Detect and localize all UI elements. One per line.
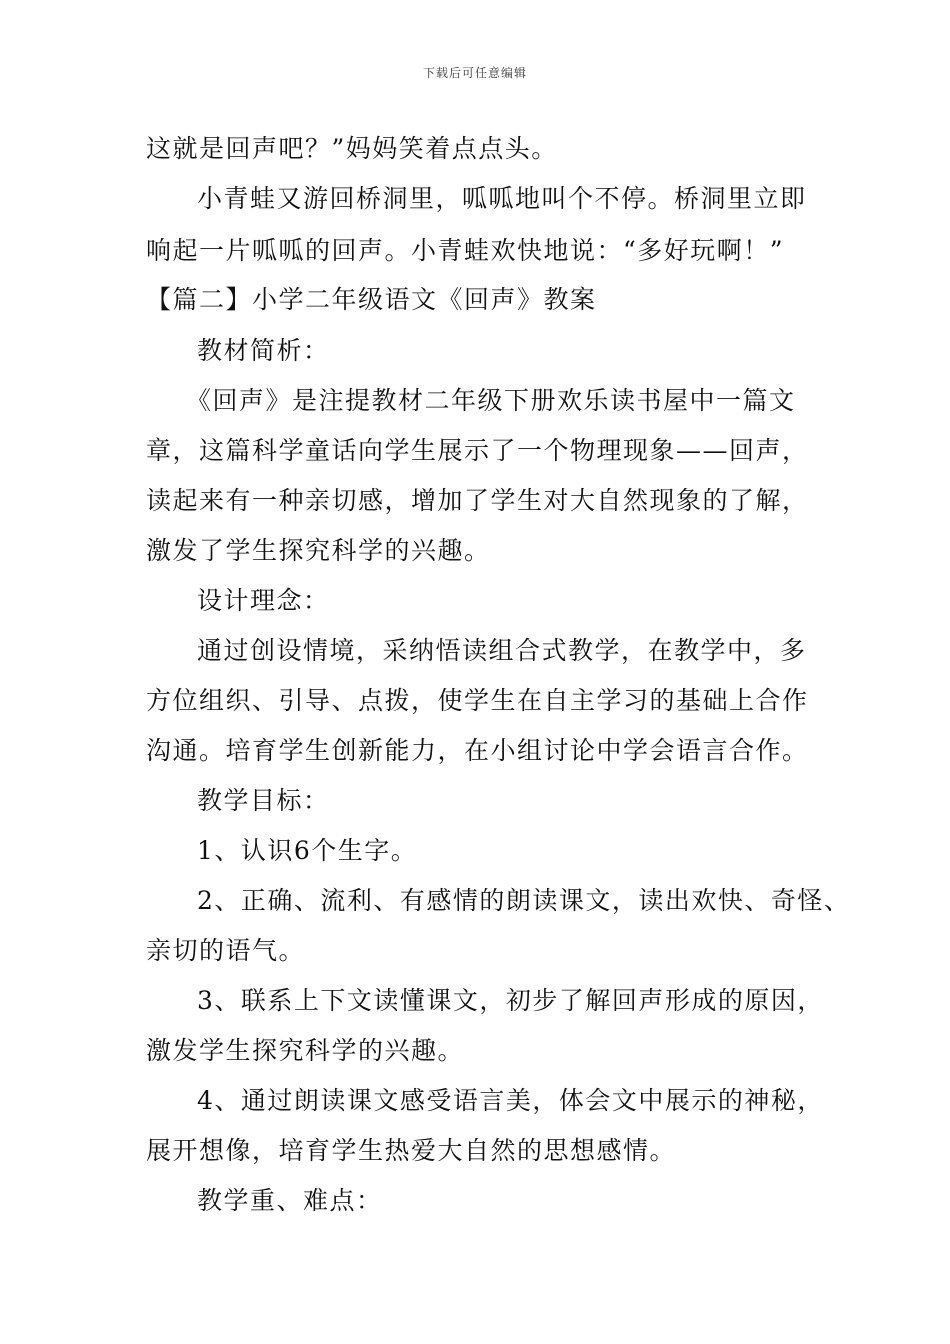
subheading: 教学重、难点： [197,1186,383,1215]
text-line: 《回声》是注提教材二年级下册欢乐读书屋中一篇文 [186,386,796,415]
list-item: 1、认识6个生字。 [197,836,418,865]
subheading: 教材简析： [197,336,330,365]
text-line: 沟通。培育学生创新能力，在小组讨论中学会语言合作。 [146,736,809,765]
text-line: 展开想像，培育学生热爱大自然的思想感情。 [146,1136,677,1165]
text-line: 激发了学生探究科学的兴趣。 [146,536,491,565]
text-line: 通过创设情境，采纳悟读组合式教学，在教学中，多 [197,636,807,665]
text-line: 小青蛙又游回桥洞里，呱呱地叫个不停。桥洞里立即 [197,184,807,213]
subheading: 设计理念： [197,586,330,615]
subheading: 教学目标： [197,786,330,815]
page-header: 下载后可任意编辑 [422,66,527,80]
list-item: 4、通过朗读课文感受语言美，体会文中展示的神秘， [197,1086,824,1115]
section-heading: 【篇二】小学二年级语文《回声》教案 [146,285,597,314]
text-line: 这就是回声吧？”妈妈笑着点点头。 [146,134,558,163]
text-line: 方位组织、引导、点拨，使学生在自主学习的基础上合作 [146,686,809,715]
list-item: 2、正确、流利、有感情的朗读课文，读出欢快、奇怪、 [197,886,851,915]
list-item: 3、联系上下文读懂课文，初步了解回声形成的原因， [197,986,824,1015]
text-line: 章，这篇科学童话向学生展示了一个物理现象——回声， [146,436,809,465]
text-line: 亲切的语气。 [146,936,306,965]
text-line: 响起一片呱呱的回声。小青蛙欢快地说：“多好玩啊！” [146,236,785,265]
text-line: 读起来有一种亲切感，增加了学生对大自然现象的了解， [146,486,809,515]
text-line: 激发学生探究科学的兴趣。 [146,1036,465,1065]
